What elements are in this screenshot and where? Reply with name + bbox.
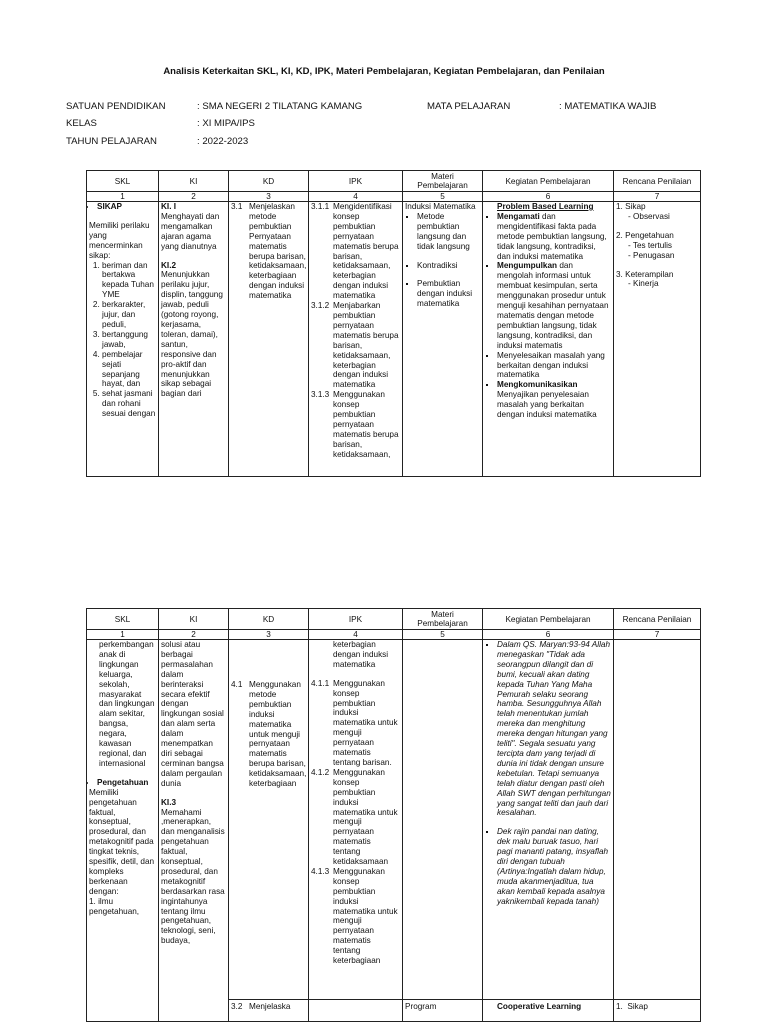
column-number: 3: [229, 630, 309, 640]
column-number: 5: [403, 630, 483, 640]
skl-cell: [87, 640, 159, 1022]
year-label: TAHUN PELAJARAN: [66, 136, 157, 147]
skl-sikap-item: 4. pembelajar sejati sepanjang hayat, dan: [102, 350, 156, 390]
materi-item: ▪ Kontradiksi: [417, 261, 480, 271]
header-penilaian: Rencana Penilaian: [614, 171, 701, 192]
penilaian-sub: - Penugasan: [628, 250, 675, 260]
ki1-title: KI. I: [161, 202, 177, 211]
column-number: 6: [483, 630, 614, 640]
ipk-text: Mengidentifikasi konsep pembuktian pernyataan matematis berupa barisan, ketidaksamaan, keterbagian dengan induksi matematika: [333, 202, 399, 301]
header-penilaian: Rencana Penilaian: [614, 609, 701, 630]
penilaian-item: 1. Sikap: [616, 202, 646, 211]
skl-sikap-item: 3. bertanggung jawab,: [102, 330, 156, 350]
class-value: : XI MIPA/IPS: [197, 118, 255, 129]
header-ki: KI: [159, 171, 229, 192]
ipk-number: 4.1.1: [311, 678, 330, 688]
kegiatan-quote: ▪ Dek rajin pandai nan dating, dek malu buruak tasuo, hari pagi mananti patang, insyaflah diri dengan tubuah (Artinya:Ingatlah dalam hidup, muda akanmenjaditua, tua akan kembali kepada asalnya yaknikembali kepada tanah): [497, 827, 611, 906]
kegiatan-cell: [483, 640, 614, 1000]
skl-cell: [87, 202, 159, 477]
header-kd: KD: [229, 171, 309, 192]
penilaian-sub: - Observasi: [628, 211, 670, 221]
materi-cell: [403, 202, 483, 477]
kegiatan-tail: Menyajikan penyelesaian masalah yang berkaitan dengan induksi matematika: [497, 390, 597, 420]
header-kegiatan: Kegiatan Pembelajaran: [483, 609, 614, 630]
kd-cell: [229, 640, 309, 1000]
ipk-cell: [309, 640, 403, 1000]
skl-sikap-item: 5. sehat jasmani dan rohani sesuai dengan: [102, 389, 156, 419]
kegiatan-quote: ▪ Dalam QS. Maryan:93-94 Allah menegaskan "Tidak ada seorangpun dilangit dan di bumi, kecuali akan dating kepada Tuhan Yang Maha Pemurah selaku seorang hamba. Sesungguhnya Allah telah menentukan jumlah mereka dan menghitung mereka dengan hitungan yang teliti". Segala sesuatu yang tercipta dam yang terjadi di dunia ini tidak dengan unsure kebetulan. Tetapi semuanya telah diatur dengan pasti oleh Allah SWT dengan perhitungan yang sangat teliti dan jauh dari kesalahan.: [497, 640, 611, 818]
subject-value: : MATEMATIKA WAJIB: [559, 101, 657, 112]
kd-number: 3.1: [231, 202, 243, 211]
penilaian-cell: [614, 202, 701, 477]
skl-continued: perkembangan anak di lingkungan keluarga, sekolah, masyarakat dan lingkungan alam sekitar, bangsa, negara, kawasan regional, dan internasional: [99, 640, 155, 768]
kd-text: Menggunakan metode pembuktian induksi matematika untuk menguji pernyataan matematis berupa barisan, ketidaksamaan, keterbagiaan: [249, 680, 307, 789]
materi-title: Induksi Matematika: [405, 202, 476, 211]
ipk-cell: [309, 1000, 403, 1022]
ipk-text: Menjabarkan pembuktian pernyataan matematis berupa barisan, ketidaksamaan, keterbagian dengan induksi matematika: [333, 301, 399, 390]
ki-cell: [159, 202, 229, 477]
ki-cell: [159, 640, 229, 1022]
kegiatan-cell: [483, 202, 614, 477]
skl-sikap-intro: Memiliki perilaku yang mencerminkan sikap:: [89, 220, 150, 260]
column-number: 1: [87, 630, 159, 640]
ipk-number: 4.1.2: [311, 767, 330, 777]
kd-cell: [229, 202, 309, 477]
ki2-title: KI.2: [161, 260, 177, 270]
kegiatan-step: ▪ Mengkomunikasikan: [497, 380, 611, 390]
kegiatan-step: ▪ Mengamati dan mengidentifikasi fakta pada metode pembuktian langsung, tidak langsung, kontradiksi, dan induksi matematika: [497, 212, 611, 262]
column-number: 5: [403, 192, 483, 202]
materi-cell: Program: [403, 1000, 483, 1022]
skl-pengetahuan-item: 1. ilmu pengetahuan,: [89, 896, 140, 916]
ki3-title: KI.3: [161, 797, 177, 807]
header-ipk: IPK: [309, 609, 403, 630]
ipk-text: Menggunakan konsep pembuktian induksi matematika untuk menguji pernyataan matematis tentang keterbagiaan: [333, 866, 398, 966]
penilaian-sub: - Tes tertulis: [628, 240, 672, 250]
penilaian-item: 2. Pengetahuan: [616, 230, 674, 240]
column-number: 3: [229, 192, 309, 202]
ki2-text: Menunjukkan perilaku jujur, displin, tanggung jawab, peduli (gotong royong, kerjasama, toleran, damai), santun, responsive dan pro-aktif dan menunjukkan sikap sebagai bagian dari: [161, 270, 223, 399]
materi-item: ▪ Pembuktian dengan induksi matematika: [417, 279, 480, 309]
column-number: 7: [614, 192, 701, 202]
header-skl: SKL: [87, 609, 159, 630]
column-number: 2: [159, 192, 229, 202]
ipk-number: 3.1.2: [311, 301, 330, 311]
ipk-number: 3.1.1: [311, 202, 330, 211]
skl-sikap-title: • SIKAP: [97, 202, 156, 212]
header-kd: KD: [229, 609, 309, 630]
penilaian-cell: 1. Sikap: [614, 1000, 701, 1022]
penilaian-sub: - Kinerja: [628, 279, 659, 289]
kegiatan-model: Cooperative Learning: [483, 1000, 614, 1022]
header-materi: Materi Pembelajaran: [403, 171, 483, 192]
year-value: : 2022-2023: [197, 136, 249, 147]
ipk-number: 3.1.3: [311, 390, 330, 400]
ipk-number: 4.1.3: [311, 866, 330, 876]
school-value: : SMA NEGERI 2 TILATANG KAMANG: [197, 101, 363, 112]
kd-text: Menjelaska: [249, 1002, 291, 1011]
penilaian-cell: [614, 640, 701, 1000]
column-number: 4: [309, 630, 403, 640]
skl-sikap-item: 2. berkarakter, jujur, dan peduli,: [102, 300, 156, 330]
kd-text: Menjelaskan metode pembuktian Pernyataan matematis berupa barisan, ketidaksamaan, keterbagiaan dengan induksi matematika: [249, 202, 307, 301]
materi-item: ▪ Metode pembuktian langsung dan tidak langsung: [417, 212, 480, 252]
skl-sikap-item: 1. beriman dan bertakwa kepada Tuhan YME: [102, 261, 156, 301]
materi-cell: [403, 640, 483, 1000]
kd-number: 3.2: [231, 1002, 243, 1011]
column-number: 4: [309, 192, 403, 202]
ki3-text: Memahami ,menerapkan, dan menganalisis pengetahuan faktual, konseptual, prosedural, dan metakognitif berdasarkan rasa ingintahunya tentang ilmu pengetahuan, teknologi, seni, budaya,: [161, 807, 225, 946]
analysis-table-page-1: [86, 170, 701, 477]
ipk-text: Menggunakan konsep pembuktian induksi matematika untuk menguji pernyataan matematis tentang barisan.: [333, 678, 398, 767]
analysis-table-page-2: [86, 608, 701, 1022]
kd-cell: [229, 1000, 309, 1022]
ki1-text: Menghayati dan mengamalkan ajaran agama yang dianutnya: [161, 211, 220, 251]
ipk-continued: keterbagian dengan induksi matematika: [333, 640, 389, 669]
kegiatan-model: Problem Based Learning: [497, 202, 594, 211]
ipk-text: Menggunakan konsep pembuktian induksi matematika untuk menguji pernyataan matematis tentang ketidaksamaan: [333, 767, 398, 867]
header-kegiatan: Kegiatan Pembelajaran: [483, 171, 614, 192]
school-label: SATUAN PENDIDIKAN: [66, 101, 166, 112]
penilaian-item: 3. Keterampilan: [616, 269, 674, 279]
kegiatan-step: ▪ Mengumpulkan dan mengolah informasi untuk membuat kesimpulan, serta menggunakan prosedur untuk menguji kesahihan pernyataan matematis dengan metode pembuktian langsung, tidak langsung, kontradiksi, dan induksi matematis: [497, 261, 611, 350]
kegiatan-step: ▪ Menyelesaikan masalah yang berkaitan dengan induksi matematika: [497, 351, 611, 381]
header-ki: KI: [159, 609, 229, 630]
skl-pengetahuan-title: • Pengetahuan: [97, 778, 156, 788]
class-label: KELAS: [66, 118, 97, 129]
ki-continued: solusi atau berbagai permasalahan dalam berinteraksi secara efektif dengan lingkungan sosial dan alam serta dalam menempatkan diri sebagai cerminan bangsa dalam pergaulan dunia: [161, 640, 224, 788]
skl-pengetahuan-text: Memiliki pengetahuan faktual, konseptual, prosedural, dan metakognitif pada tingkat teknis, spesifik, detil, dan kompleks berkenaan dengan:: [89, 787, 155, 896]
ipk-text: Menggunakan konsep pembuktian pernyataan matematis berupa barisan, ketidaksamaan,: [333, 390, 399, 459]
header-ipk: IPK: [309, 171, 403, 192]
ipk-cell: [309, 202, 403, 477]
column-number: 1: [87, 192, 159, 202]
header-skl: SKL: [87, 171, 159, 192]
column-number: 2: [159, 630, 229, 640]
column-number: 6: [483, 192, 614, 202]
column-number: 7: [614, 630, 701, 640]
document-title: Analisis Keterkaitan SKL, KI, KD, IPK, Materi Pembelajaran, Kegiatan Pembelajaran, dan Penilaian: [163, 66, 605, 77]
kd-number: 4.1: [231, 680, 243, 689]
subject-label: MATA PELAJARAN: [427, 101, 511, 112]
header-materi: Materi Pembelajaran: [403, 609, 483, 630]
